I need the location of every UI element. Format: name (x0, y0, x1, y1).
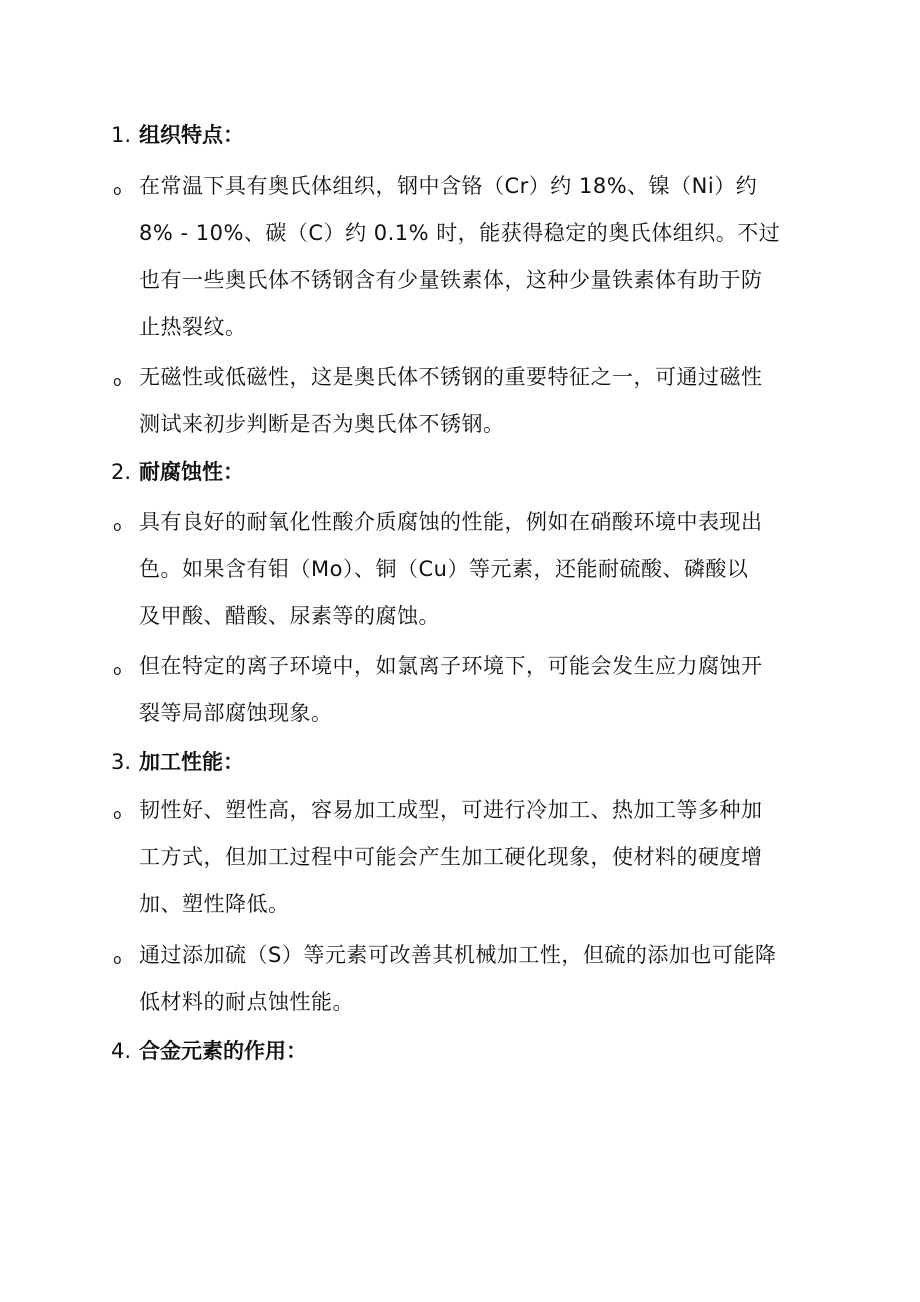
bullet-icon: o (113, 519, 122, 535)
list-item (113, 163, 783, 351)
bullet-icon: o (113, 807, 122, 823)
paragraph-line: 具有良好的耐氧化性酸介质腐蚀的性能，例如在硝酸环境中表现出 (139, 510, 763, 534)
list-item (113, 643, 783, 737)
list-item (113, 932, 783, 1026)
section-number: 2. (111, 460, 132, 484)
section-title: 加工性能： (139, 750, 244, 774)
list-item (113, 787, 783, 928)
section-heading-2 (111, 449, 791, 496)
paragraph-line: 裂等局部腐蚀现象。 (139, 701, 333, 725)
paragraph-line: 也有一些奥氏体不锈钢含有少量铁素体，这种少量铁素体有助于防 (139, 268, 763, 292)
paragraph-line: 色。如果含有钼（Mo）、铜（Cu）等元素，还能耐硫酸、磷酸以 (139, 557, 749, 581)
paragraph-line: 但在特定的离子环境中，如氯离子环境下，可能会发生应力腐蚀开 (139, 654, 763, 678)
paragraph-line: 通过添加硫（S）等元素可改善其机械加工性，但硫的添加也可能降 (139, 943, 777, 967)
section-number: 4. (111, 1039, 132, 1063)
paragraph-line: 工方式，但加工过程中可能会产生加工硬化现象，使材料的硬度增 (139, 845, 763, 869)
section-title: 耐腐蚀性： (139, 460, 244, 484)
paragraph-line: 无磁性或低磁性，这是奥氏体不锈钢的重要特征之一，可通过磁性 (139, 365, 763, 389)
paragraph-line: 测试来初步判断是否为奥氏体不锈钢。 (139, 412, 505, 436)
paragraph-line: 止热裂纹。 (139, 315, 247, 339)
paragraph-line: 低材料的耐点蚀性能。 (139, 990, 354, 1014)
section-number: 3. (111, 750, 132, 774)
bullet-icon: o (113, 374, 122, 390)
section-heading-3 (111, 739, 791, 786)
paragraph-line: 加、塑性降低。 (139, 892, 290, 916)
bullet-icon: o (113, 183, 122, 199)
list-item (113, 354, 783, 448)
section-title: 合金元素的作用： (139, 1039, 307, 1063)
list-item (113, 499, 783, 640)
paragraph-line: 8% - 10%、碳（C）约 0.1% 时，能获得稳定的奥氏体组织。不过 (139, 221, 781, 245)
section-heading-4 (111, 1028, 791, 1075)
paragraph-line: 在常温下具有奥氏体组织，钢中含铬（Cr）约 18%、镍（Ni）约 (139, 174, 758, 198)
paragraph-line: 韧性好、塑性高，容易加工成型，可进行冷加工、热加工等多种加 (139, 798, 763, 822)
section-title: 组织特点： (139, 123, 244, 147)
bullet-icon: o (113, 663, 122, 679)
bullet-icon: o (113, 952, 122, 968)
section-number: 1. (111, 123, 132, 147)
section-heading-1 (111, 112, 791, 159)
paragraph-line: 及甲酸、醋酸、尿素等的腐蚀。 (139, 604, 440, 628)
